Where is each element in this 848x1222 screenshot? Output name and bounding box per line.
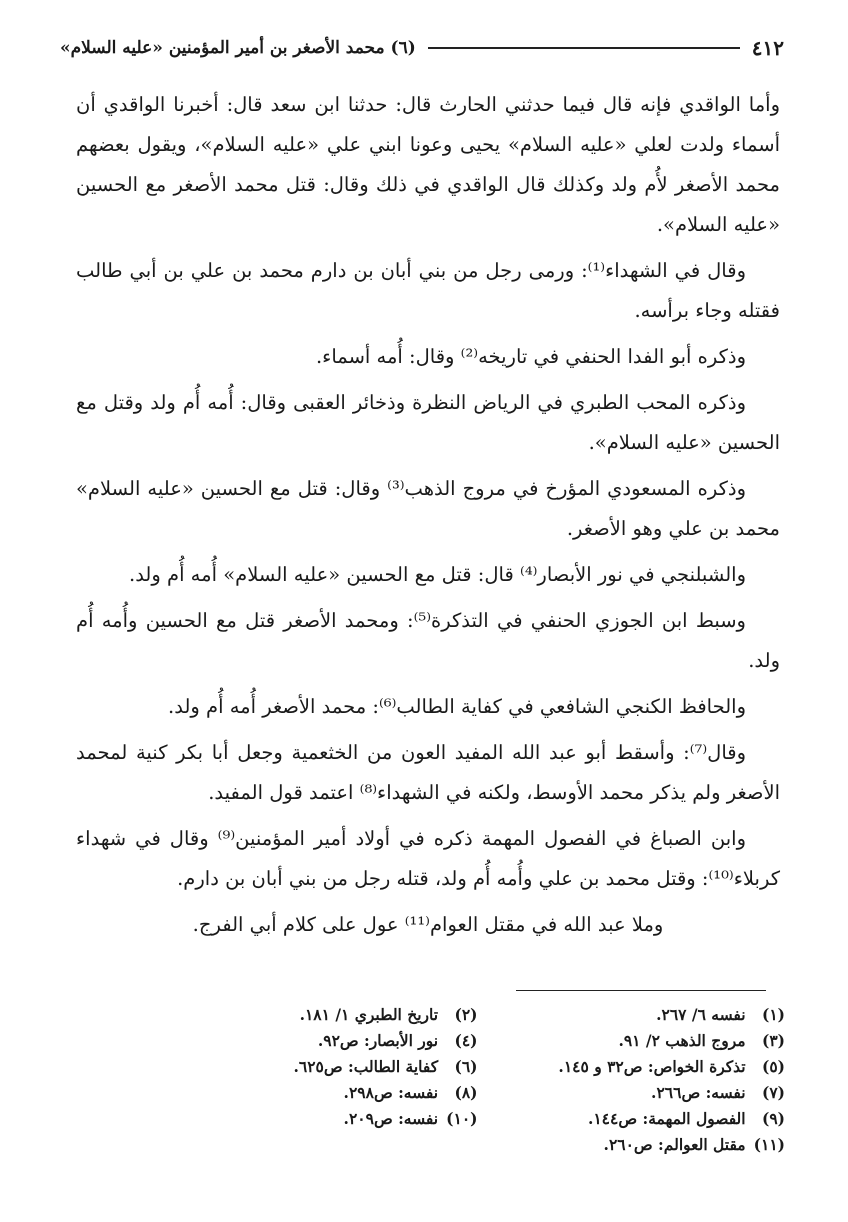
footnote-text: نفسه: ص٢٠٩. (343, 1109, 439, 1128)
footnote-number: (٧) (761, 1083, 785, 1102)
running-title: (٦) محمد الأصغر بن أمير المؤمنين «عليه السلام» (60, 38, 416, 58)
footnote (200, 1054, 478, 1080)
footnote-number: (٣) (761, 1031, 785, 1050)
footnote-separator (516, 990, 766, 991)
paragraph: وابن الصباغ في الفصول المهمة ذكره في أولاد أمير المؤمنين⁽⁹⁾ وقال في شهداء كربلاء⁽¹⁰⁾: وقتل محمد بن علي وأُمه أُم ولد، قتله رجل من بني أبان بن دارم. (76, 827, 780, 890)
paragraph: وذكره أبو الفدا الحنفي في تاريخه⁽²⁾ وقال: أُمه أسماء. (315, 345, 746, 368)
footnote (508, 1054, 786, 1080)
paragraph: وذكره المسعودي المؤرخ في مروج الذهب⁽³⁾ وقال: قتل مع الحسين «عليه السلام» محمد بن علي وهو الأصغر. (76, 477, 780, 540)
paragraph: وملا عبد الله في مقتل العوام⁽¹¹⁾ عول على كلام أبي الفرج. (192, 913, 664, 936)
footnote (508, 1080, 786, 1106)
footnote (508, 1106, 786, 1132)
page-header (60, 28, 784, 68)
footnote-number: (٨) (454, 1083, 478, 1102)
footnote-text: مروج الذهب ٢/ ٩١. (618, 1031, 746, 1050)
paragraph: وأما الواقدي فإنه قال فيما حدثني الحارث قال: حدثنا ابن سعد قال: أخبرنا الواقدي أن أسماء ولدت لعلي «عليه السلام» يحيى وعونا ابني علي «عليه السلام»، ويقول بعضهم محمد الأصغر لأُم ولد وكذلك قال الواقدي في ذلك وقال: قتل محمد الأصغر مع الحسين «عليه السلام». (76, 93, 780, 236)
footnotes (200, 1002, 785, 1158)
paragraph: وسبط ابن الجوزي الحنفي في التذكرة⁽⁵⁾: ومحمد الأصغر قتل مع الحسين وأُمه أُم ولد. (76, 609, 780, 672)
footnote-text: تاريخ الطبري ١/ ١٨١. (299, 1005, 439, 1024)
footnote (508, 1002, 786, 1028)
footnote-number: (٤) (454, 1031, 478, 1050)
footnote-number: (١٠) (446, 1109, 478, 1128)
footnote (200, 1080, 478, 1106)
page-number: ٤١٢ (751, 36, 784, 60)
main-text (76, 85, 780, 951)
footnote-text: نفسه ٦/ ٢٦٧. (656, 1005, 746, 1024)
footnote-number: (٥) (761, 1057, 785, 1076)
paragraph: وقال⁽⁷⁾: وأسقط أبو عبد الله المفيد العون من الخثعمية وجعل أبا بكر كنية لمحمد الأصغر ولم يذكر محمد الأوسط، ولكنه في الشهداء⁽⁸⁾ اعتمد قول المفيد. (76, 741, 780, 804)
paragraph: والحافظ الكنجي الشافعي في كفاية الطالب⁽⁶⁾: محمد الأصغر أُمه أُم ولد. (168, 695, 746, 718)
header-rule (428, 47, 740, 49)
footnote (200, 1106, 478, 1132)
footnote-text: كفاية الطالب: ص٦٢٥. (293, 1057, 439, 1076)
footnote-text: الفصول المهمة: ص١٤٤. (587, 1109, 746, 1128)
footnote (508, 1028, 786, 1054)
footnote (508, 1132, 786, 1158)
paragraph: وقال في الشهداء⁽¹⁾: ورمى رجل من بني أبان بن دارم محمد بن علي بن أبي طالب فقتله وجاء برأسه. (76, 259, 780, 322)
paragraph: والشبلنجي في نور الأبصار⁽⁴⁾ قال: قتل مع الحسين «عليه السلام» أُمه أُم ولد. (129, 563, 746, 586)
footnote-text: نور الأبصار: ص٩٢. (317, 1031, 439, 1050)
footnote-number: (١) (761, 1005, 785, 1024)
footnote-number: (٩) (761, 1109, 785, 1128)
footnote-number: (٢) (454, 1005, 478, 1024)
footnote-number: (٦) (454, 1057, 478, 1076)
footnote-number: (١١) (753, 1135, 785, 1154)
footnote (200, 1002, 478, 1028)
footnote-text: مقتل العوالم: ص٢٦٠. (603, 1135, 746, 1154)
footnote-text: تذكرة الخواص: ص٣٢ و ١٤٥. (558, 1057, 746, 1076)
footnote-text: نفسه: ص٢٦٦. (651, 1083, 746, 1102)
footnote-text: نفسه: ص٢٩٨. (343, 1083, 439, 1102)
paragraph: وذكره المحب الطبري في الرياض النظرة وذخائر العقبى وقال: أُمه أُم ولد وقتل مع الحسين «عليه السلام». (76, 391, 780, 454)
footnote (200, 1028, 478, 1054)
